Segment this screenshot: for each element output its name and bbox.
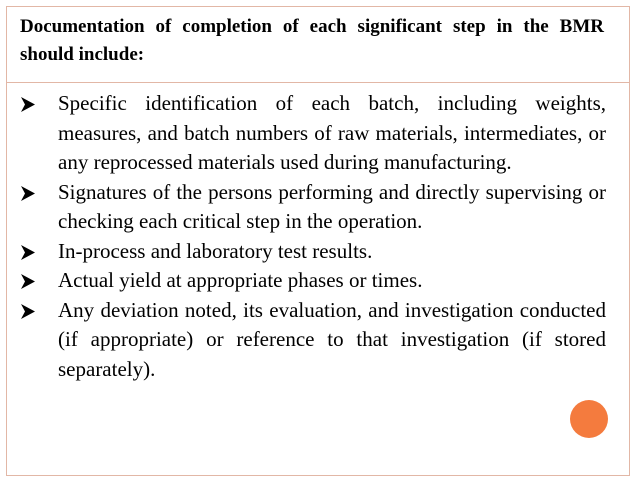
list-item [20, 296, 606, 385]
arrow-bullet-icon [20, 304, 36, 319]
list-item [20, 178, 606, 237]
arrow-bullet-icon [20, 97, 36, 112]
list-item-text: Signatures of the persons performing and directly supervising or checking each critical step in the operation. [58, 179, 606, 233]
arrow-bullet-icon [20, 245, 36, 260]
orange-circle-ornament [570, 400, 608, 438]
bullet-list [20, 89, 606, 384]
list-item-text: Specific identification of each batch, including weights, measures, and batch numbers of raw materials, intermediates, or any reprocessed materials used during manufacturing. [58, 91, 606, 174]
list-item-text: In-process and laboratory test results. [58, 238, 373, 263]
heading-divider [7, 82, 629, 83]
slide-heading: Documentation of completion of each significant step in the BMR should include: [20, 16, 604, 65]
list-item-text: Actual yield at appropriate phases or times. [58, 268, 423, 292]
list-item [20, 89, 606, 178]
arrow-bullet-icon [20, 274, 36, 289]
list-item [20, 266, 606, 296]
arrow-bullet-icon [20, 186, 36, 201]
list-item-text: Any deviation noted, its evaluation, and investigation conducted (if appropriate) or reference to that investigation (if stored separately). [58, 297, 606, 381]
list-item [20, 237, 606, 267]
